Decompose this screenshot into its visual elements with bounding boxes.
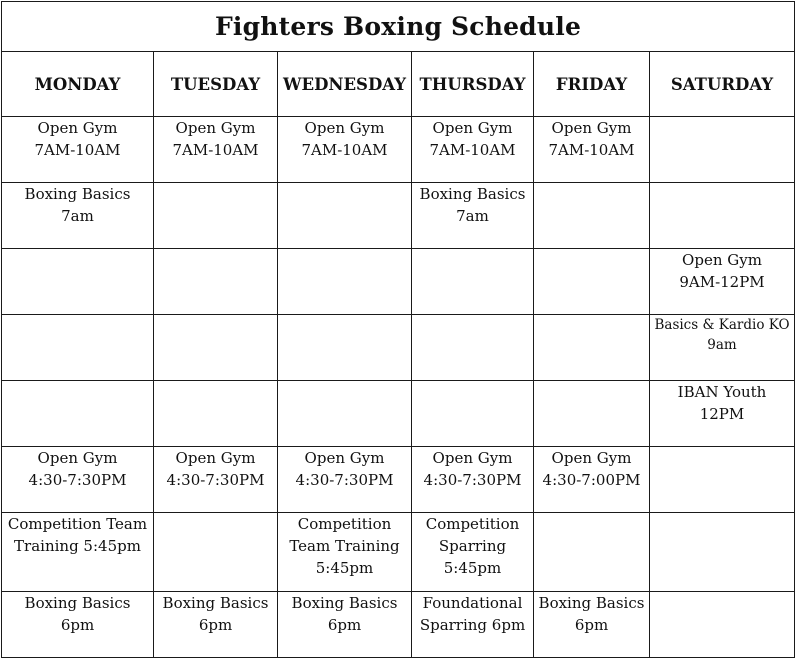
day-header-friday: FRIDAY — [534, 52, 650, 117]
schedule-cell — [534, 249, 650, 315]
schedule-cell — [278, 249, 412, 315]
schedule-cell — [154, 381, 278, 447]
schedule-cell — [2, 592, 154, 658]
schedule-cell — [412, 513, 534, 592]
class-label: Open Gym 7AM-10AM — [34, 119, 121, 159]
class-label: Boxing Basics 6pm — [162, 594, 269, 634]
schedule-cell — [278, 447, 412, 513]
schedule-cell — [278, 183, 412, 249]
schedule-cell — [412, 315, 534, 381]
schedule-cell — [534, 183, 650, 249]
schedule-cell — [278, 117, 412, 183]
schedule-cell — [650, 117, 795, 183]
schedule-cell — [154, 117, 278, 183]
schedule-cell — [154, 513, 278, 592]
schedule-row — [2, 592, 795, 658]
schedule-cell — [278, 315, 412, 381]
day-header-saturday: SATURDAY — [650, 52, 795, 117]
class-label: Competition Sparring 5:45pm — [425, 515, 520, 577]
schedule-cell — [534, 315, 650, 381]
schedule-cell — [2, 183, 154, 249]
day-header-monday: MONDAY — [2, 52, 154, 117]
schedule-cell — [278, 381, 412, 447]
schedule-cell — [412, 183, 534, 249]
schedule-cell — [2, 249, 154, 315]
class-label: Open Gym 7AM-10AM — [172, 119, 259, 159]
class-label: Foundational Sparring 6pm — [419, 594, 526, 634]
title-row — [2, 2, 795, 52]
class-label: Open Gym 4:30-7:30PM — [166, 449, 265, 489]
schedule-cell — [2, 513, 154, 592]
schedule-cell — [412, 117, 534, 183]
class-label: Open Gym 4:30-7:30PM — [295, 449, 394, 489]
schedule-cell — [154, 315, 278, 381]
day-header-tuesday: TUESDAY — [154, 52, 278, 117]
schedule-cell — [412, 249, 534, 315]
schedule-row — [2, 513, 795, 592]
class-label: Boxing Basics 6pm — [24, 594, 131, 634]
schedule-cell — [2, 381, 154, 447]
schedule-title: Fighters Boxing Schedule — [2, 2, 795, 52]
class-label: Competition Team Training 5:45pm — [289, 515, 400, 577]
class-label: Boxing Basics 7am — [419, 185, 526, 225]
schedule-row — [2, 381, 795, 447]
schedule-cell — [278, 592, 412, 658]
schedule-cell — [650, 249, 795, 315]
class-label: Open Gym 7AM-10AM — [429, 119, 516, 159]
schedule-cell — [650, 592, 795, 658]
schedule-cell — [154, 249, 278, 315]
day-header-row — [2, 52, 795, 117]
schedule-cell — [154, 447, 278, 513]
schedule-cell — [650, 513, 795, 592]
class-label: Boxing Basics 6pm — [538, 594, 645, 634]
day-header-wednesday: WEDNESDAY — [278, 52, 412, 117]
schedule-cell — [650, 183, 795, 249]
class-label: Open Gym 9AM-12PM — [679, 251, 765, 291]
schedule-cell — [534, 117, 650, 183]
schedule-cell — [2, 117, 154, 183]
class-label: Open Gym 4:30-7:30PM — [423, 449, 522, 489]
schedule-row — [2, 315, 795, 381]
schedule-cell — [412, 447, 534, 513]
class-label: Basics & Kardio KO 9am — [654, 317, 790, 353]
schedule-cell — [2, 447, 154, 513]
schedule-cell — [154, 183, 278, 249]
schedule-cell — [154, 592, 278, 658]
schedule-cell — [534, 513, 650, 592]
day-header-thursday: THURSDAY — [412, 52, 534, 117]
schedule-row — [2, 447, 795, 513]
schedule-cell — [534, 592, 650, 658]
schedule-cell — [2, 315, 154, 381]
schedule-cell — [412, 592, 534, 658]
class-label: Open Gym 7AM-10AM — [301, 119, 388, 159]
class-label: Open Gym 4:30-7:00PM — [542, 449, 641, 489]
schedule-row — [2, 117, 795, 183]
schedule-cell — [278, 513, 412, 592]
class-label: Open Gym 4:30-7:30PM — [28, 449, 127, 489]
schedule-cell — [534, 447, 650, 513]
schedule-table — [1, 1, 795, 658]
schedule-cell — [650, 381, 795, 447]
schedule-cell — [412, 381, 534, 447]
schedule-row — [2, 183, 795, 249]
schedule-cell — [650, 447, 795, 513]
class-label: Boxing Basics 7am — [24, 185, 131, 225]
class-label: Competition Team Training 5:45pm — [7, 515, 148, 555]
schedule-cell — [534, 381, 650, 447]
schedule-row — [2, 249, 795, 315]
class-label: IBAN Youth 12PM — [677, 383, 767, 423]
schedule-cell — [650, 315, 795, 381]
class-label: Open Gym 7AM-10AM — [548, 119, 635, 159]
class-label: Boxing Basics 6pm — [291, 594, 398, 634]
